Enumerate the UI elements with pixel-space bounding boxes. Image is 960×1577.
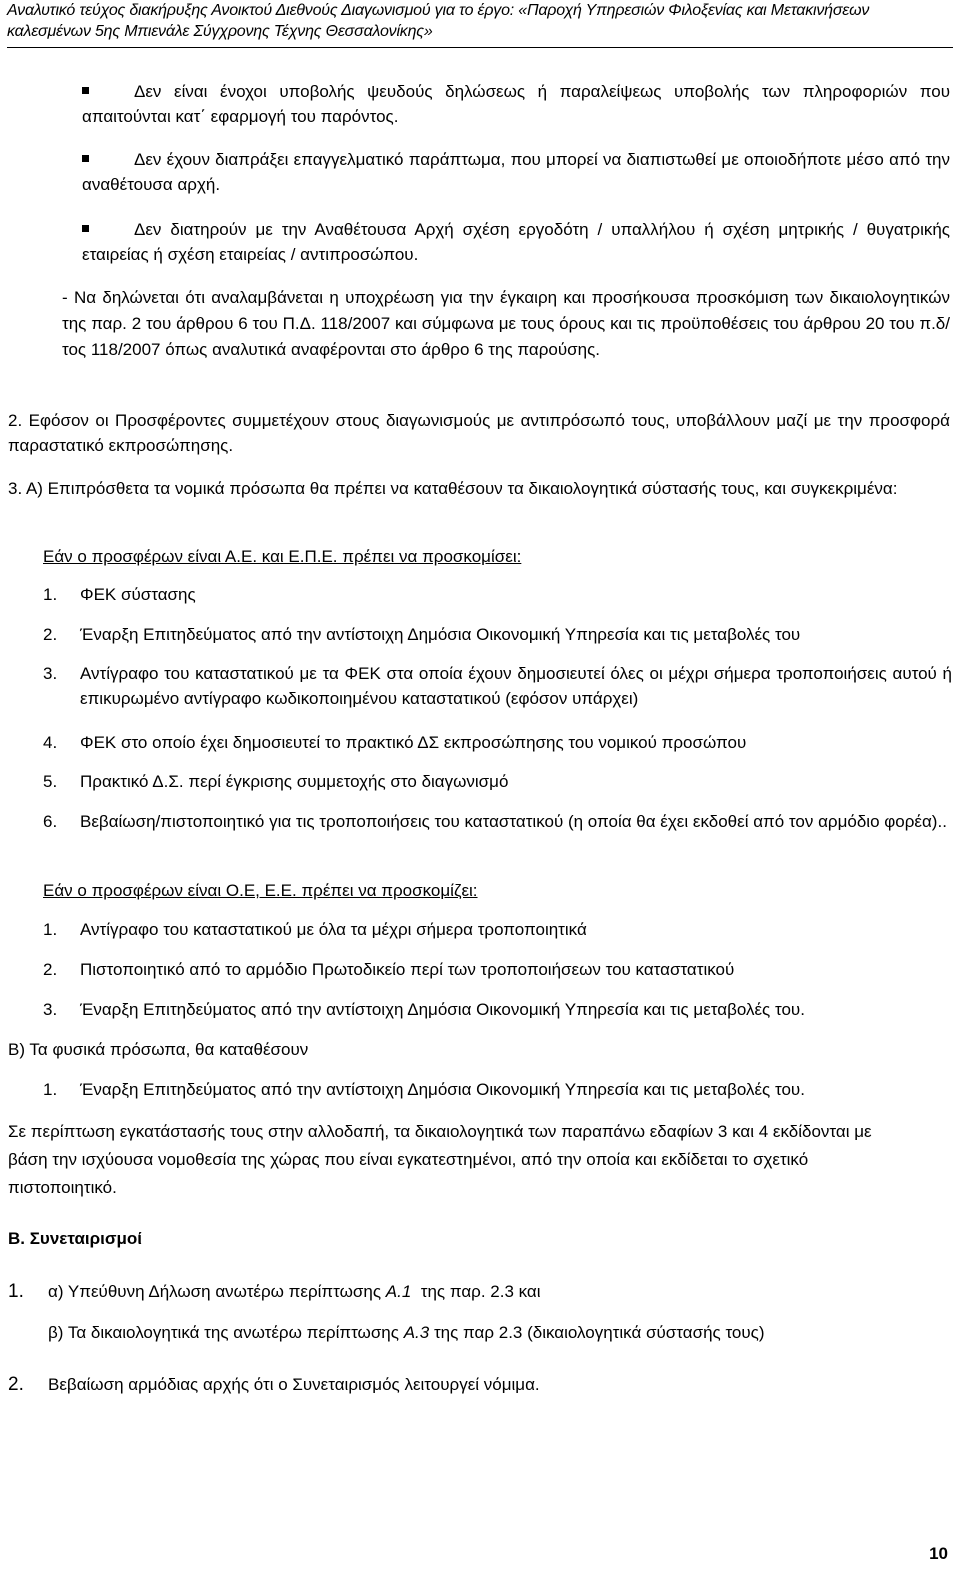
ae-heading: Εάν ο προσφέρων είναι Α.Ε. και Ε.Π.Ε. πρέπει να προσκομίσει: [43, 547, 522, 566]
list-text: ΦΕΚ σύστασης [80, 585, 196, 604]
list-text: Πρακτικό Δ.Σ. περί έγκρισης συμμετοχής στο διαγωνισμό [80, 772, 509, 791]
header-line-2: καλεσμένων 5ης Μπιενάλε Σύγχρονης Τέχνης Θεσσαλονίκης» [7, 23, 433, 40]
list-number: 1. [43, 920, 58, 939]
coop-1b-text: β) Τα δικαιολογητικά της ανωτέρω περίπτωσης [48, 1323, 404, 1342]
list-text: Αντίγραφο του καταστατικού με τα ΦΕΚ στα οποία έχουν δημοσιευτεί όλες οι μέχρι σήμερα τροποποιήσεις αυτού ή επικυρωμένο αντίγραφο κωδικοποιημένου καταστατικού (εφόσον υπάρχει) [80, 664, 952, 708]
list-number: 3. [43, 1000, 58, 1019]
paragraph-2: 2. Εφόσον οι Προσφέροντες συμμετέχουν στους διαγωνισμούς με αντιπρόσωπό τους, υποβάλλουν μαζί με την προσφορά παραστατικό εκπροσώπησης. [8, 411, 950, 455]
list-text: ΦΕΚ στο οποίο έχει δημοσιευτεί το πρακτικό ΔΣ εκπροσώπησης του νομικού προσώπου [80, 733, 747, 752]
list-number: 3. [43, 664, 58, 683]
list-number: 6. [43, 812, 58, 831]
cooperatives-heading: Β. Συνεταιρισμοί [8, 1229, 143, 1248]
list-text: Έναρξη Επιτηδεύματος από την αντίστοιχη Δημόσια Οικονομική Υπηρεσία και τις μεταβολές του [80, 625, 801, 644]
coop-1b-line [48, 1320, 765, 1345]
square-bullet-icon [82, 155, 89, 162]
bullet-text: Δεν έχουν διαπράξει επαγγελματικό παράπτωμα, που μπορεί να διαπιστωθεί με οποιοδήποτε μέσο από την αναθέτουσα αρχή. [82, 150, 950, 194]
page-header [7, 0, 953, 42]
foreign-establishment-paragraph: Σε περίπτωση εγκατάστασής τους στην αλλοδαπή, τα δικαιολογητικά των παραπάνω εδαφίων 3 και 4 εκδίδονται με βάση την ισχύουσα νομοθεσία της χώρας που είναι εγκατεστημένοι, από την οποία και εκδίδεται το σχετικό πιστοποιητικό. [8, 1122, 872, 1197]
list-text: Πιστοποιητικό από το αρμόδιο Πρωτοδικείο περί των τροποποιήσεων του καταστατικού [80, 960, 735, 979]
coop-item-1a [48, 1279, 541, 1304]
list-number: 2. [8, 1374, 24, 1395]
coop-1a-text: α) Υπεύθυνη Δήλωση ανωτέρω περίπτωσης [48, 1282, 386, 1301]
bullet-item [82, 79, 950, 129]
bullet-item [82, 147, 950, 197]
coop-1b-ref: Α.3 [403, 1323, 430, 1342]
oe-heading: Εάν ο προσφέρων είναι Ο.Ε, Ε.Ε. πρέπει να προσκομίζει: [43, 881, 478, 900]
list-text: Αντίγραφο του καταστατικού με όλα τα μέχρι σήμερα τροποποιητικά [80, 920, 587, 939]
bullet-text: Δεν διατηρούν με την Αναθέτουσα Αρχή σχέση εργοδότη / υπαλλήλου ή σχέση μητρικής / θυγατρικής εταιρείας ή σχέση εταιρείας / αντιπροσώπου. [82, 220, 950, 264]
header-line-1: Αναλυτικό τεύχος διακήρυξης Ανοικτού Διεθνούς Διαγωνισμού για το έργο: «Παροχή Υπηρεσιών Φιλοξενίας και Μετακινήσεων [7, 2, 870, 19]
list-number: 2. [43, 960, 58, 979]
coop-1a-ref: Α.1 [385, 1282, 412, 1301]
dash-paragraph: - Να δηλώνεται ότι αναλαμβάνεται η υποχρέωση για την έγκαιρη και προσήκουσα προσκόμιση των δικαιολογητικών της παρ. 2 του άρθρου 6 του Π.Δ. 118/2007 και σύμφωνα με τους όρους και τις προϋποθέσεις του άρθρου 20 του π.δ/τος 118/2007 όπως αναλυτικά αναφέρονται στο άρθρο 6 της παρούσης. [62, 288, 950, 359]
list-text: Έναρξη Επιτηδεύματος από την αντίστοιχη Δημόσια Οικονομική Υπηρεσία και τις μεταβολές του. [80, 1080, 805, 1099]
list-number: 1. [43, 1080, 58, 1099]
coop-1a-suffix: της παρ. 2.3 και [411, 1282, 541, 1301]
list-number: 4. [43, 733, 58, 752]
paragraph-3: 3. Α) Επιπρόσθετα τα νομικά πρόσωπα θα πρέπει να καταθέσουν τα δικαιολογητικά σύστασής τους, και συγκεκριμένα: [8, 479, 898, 498]
coop-2-text: Βεβαίωση αρμόδιας αρχής ότι ο Συνεταιρισμός λειτουργεί νόμιμα. [48, 1375, 540, 1394]
bullet-text: Δεν είναι ένοχοι υποβολής ψευδούς δηλώσεως ή παραλείψεως υποβολής των πληροφοριών που απαιτούνται κατ΄ εφαρμογή του παρόντος. [82, 82, 950, 126]
square-bullet-icon [82, 225, 89, 232]
coop-1b-suffix: της παρ 2.3 (δικαιολογητικά σύστασής τους) [429, 1323, 765, 1342]
bullet-item [82, 217, 950, 267]
list-text: Έναρξη Επιτηδεύματος από την αντίστοιχη Δημόσια Οικονομική Υπηρεσία και τις μεταβολές του. [80, 1000, 805, 1019]
list-number: 1. [8, 1281, 24, 1302]
list-number: 2. [43, 625, 58, 644]
natural-persons-heading: Β) Τα φυσικά πρόσωπα, θα καταθέσουν [8, 1040, 309, 1059]
list-text: Βεβαίωση/πιστοποιητικό για τις τροποποιήσεις του καταστατικού (η οποία θα έχει εκδοθεί από τον αρμόδιο φορέα).. [80, 812, 947, 831]
header-divider [7, 47, 953, 48]
list-number: 1. [43, 585, 58, 604]
square-bullet-icon [82, 87, 89, 94]
list-number: 5. [43, 772, 58, 791]
page-number: 10 [929, 1544, 948, 1563]
